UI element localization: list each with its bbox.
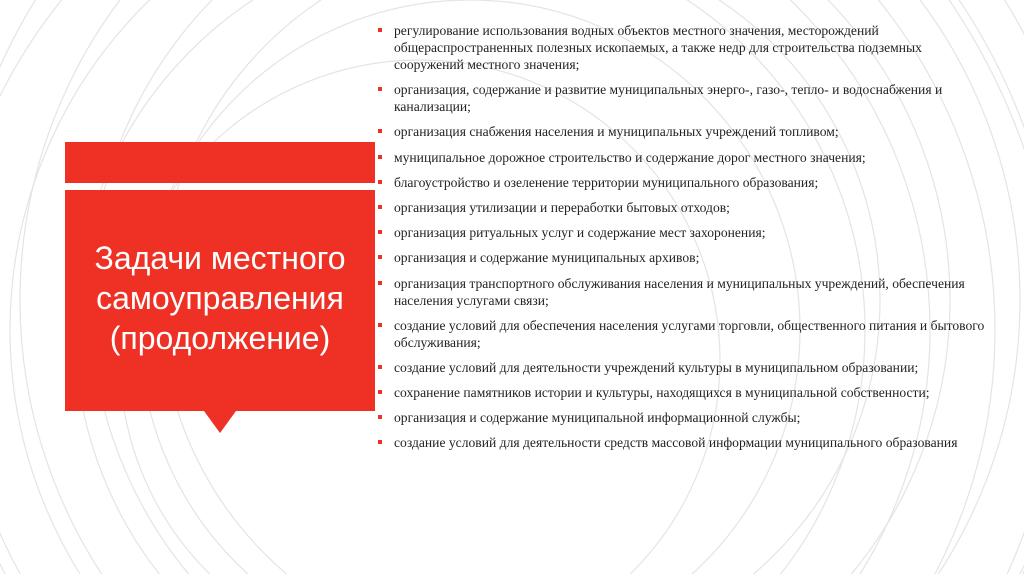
- bullet-icon: [378, 87, 382, 91]
- list-item-text: муниципальное дорожное строительство и содержание дорог местного значения;: [394, 149, 866, 165]
- list-item-text: организация транспортного обслуживания населения и муниципальных учреждений, обеспечения населения услугами связи;: [394, 275, 965, 308]
- list-item-text: создание условий для обеспечения населения услугами торговли, общественного питания и бытового обслуживания;: [394, 317, 985, 350]
- list-item-text: создание условий для деятельности учреждений культуры в муниципальном образовании;: [394, 359, 919, 375]
- list-item: [378, 199, 990, 216]
- slide-title: [65, 238, 375, 358]
- list-item: [378, 317, 990, 351]
- bullet-icon: [378, 390, 382, 394]
- accent-strip: [65, 142, 375, 183]
- bullet-icon: [378, 205, 382, 209]
- list-item: [378, 275, 990, 309]
- list-item: [378, 123, 990, 140]
- list-item-text: организация снабжения населения и муниципальных учреждений топливом;: [394, 124, 839, 140]
- bullet-icon: [378, 415, 382, 419]
- bullet-icon: [378, 28, 382, 32]
- list-item: [378, 81, 990, 115]
- bullet-icon: [378, 129, 382, 133]
- list-item: [378, 174, 990, 191]
- list-item: [378, 409, 990, 426]
- list-item: [378, 249, 990, 266]
- slide-title-line-2: самоуправления: [96, 280, 344, 316]
- list-item-text: регулирование использования водных объектов местного значения, месторождений общераспространенных полезных ископаемых, а также недр для строительства подземных сооружений местного значения;: [394, 23, 922, 72]
- list-item: [378, 359, 990, 376]
- bullet-icon: [378, 255, 382, 259]
- bullet-icon: [378, 323, 382, 327]
- list-item-text: сохранение памятников истории и культуры, находящихся в муниципальной собственности;: [394, 385, 930, 401]
- list-item-text: организация, содержание и развитие муниципальных энерго-, газо-, тепло- и водоснабжения и канализации;: [394, 82, 943, 115]
- list-item-text: организация ритуальных услуг и содержание мест захоронения;: [394, 225, 766, 241]
- list-item-text: организация утилизации и переработки бытовых отходов;: [394, 199, 730, 215]
- slide-title-line-1: Задачи местного: [94, 240, 346, 276]
- tasks-list: [378, 22, 990, 460]
- bullet-icon: [378, 281, 382, 285]
- bullet-icon: [378, 440, 382, 444]
- list-item-text: благоустройство и озеленение территории муниципального образования;: [394, 174, 819, 190]
- list-item-text: организация и содержание муниципальной информационной службы;: [394, 410, 801, 426]
- bullet-icon: [378, 365, 382, 369]
- list-item: [378, 434, 990, 451]
- list-item: [378, 384, 990, 401]
- bullet-icon: [378, 180, 382, 184]
- list-item: [378, 22, 990, 73]
- bullet-icon: [378, 230, 382, 234]
- slide-title-line-3: (продолжение): [109, 320, 331, 356]
- list-item-text: организация и содержание муниципальных архивов;: [394, 250, 700, 266]
- title-panel-pointer: [204, 411, 236, 433]
- bullet-icon: [378, 155, 382, 159]
- list-item: [378, 224, 990, 241]
- list-item-text: создание условий для деятельности средств массовой информации муниципального образования: [394, 435, 958, 451]
- list-item: [378, 149, 990, 166]
